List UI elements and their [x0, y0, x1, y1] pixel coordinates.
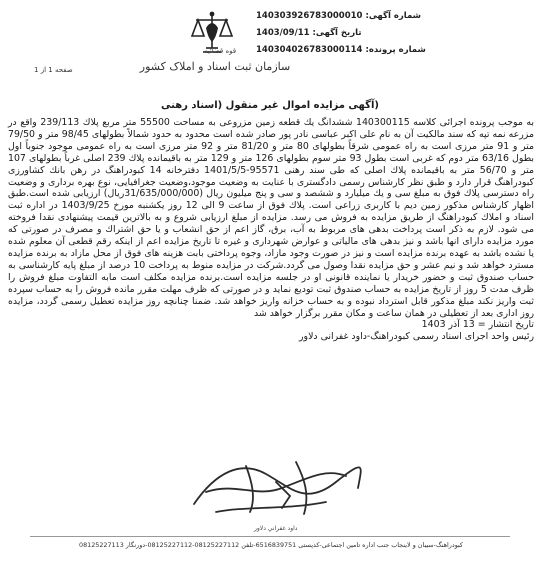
judiciary-emblem-icon — [186, 8, 238, 64]
footer-divider — [30, 536, 510, 537]
notice-paragraph: به موجب پرونده اجرائی کلاسه 140300115 ششدانگ یك قطعه زمین مزروعی به مساحت 55500 متر مربع پلاك 239/113 واقع در مزرعه نمه تپه که سند مالکیت آن به نام علی اکبر عباسی نادر پور صادر شده است محدود به حدود شمالاً بطولهای 98/45 متر و 79/50 متر و 91 متر مرزی است به راه عمومی شرقاً بطولهای 80 متر و 81/20 متر و 92 متر مرزی است به راه عمومی موجود جنوباً اول بطول 63/16 متر دوم که غربی است بطول 93 متر سوم بطولهای 126 متر و 129 متر به باقیمانده پلاك 239 اصلی غرباً بطولهای 107 متر و 56/70 متر به باقیمانده پلاك اصلی که طی سند رهنی 95571-1401/5/5 دفترخانه 14 کبودراهنگ در رهن بانك کشاورزی کبودراهنگ قرار دارد و طبق نظر کارشناس رسمی دادگستری با عنایت به وضعیت موجود،وضعیت جغرافیایی، نوع بهره برداری و وضعیت راه دسترسی پلاك فوق به مبلغ سی و یك میلیارد و ششصد و سی و پنج میلیون ریال (31/635/000/000ریال) ارزیابی شده است.طبق اظهار کارشناس مذکور زمین دیم با کاربری زراعی است. پلاك فوق از ساعت 9 الی 12 روز یکشنبه مورخ 1403/9/25 در اداره ثبت اسناد و املاك کبودراهنگ از طریق مزایده به فروش می رسد. مزایده از مبلغ ارزیابی شروع و به بالاترین قیمت پیشنهادی نقدا فروخته می شود. لازم به ذکر است پرداخت بدهی های مربوط به آب، برق، گاز اعم از حق انشعاب و یا حق اشتراك و مصرف در صورتی که مورد مزایده دارای انها باشد و نیز بدهی های مالیاتی و عوارض شهرداری و غیره تا تاریخ مزایده اعم از اینکه رقم قطعی آن معلوم شده یا نشده باشد به عهده برنده مزایده است و نیز در صورت وجود مازاد، وجوه پرداختی بابت هزینه های فوق از محل مازاد به برنده مزایده مسترد خواهد شد و نیم عشر و حق مزایده نقدا وصول می گردد.شرکت در مزایده منوط به پرداخت 10 درصد از مبلغ پایه کارشناسی به حساب صندوق ثبت و حضور خریدار یا نماینده قانونی او در جلسه مزایده است.برنده مزایده مکلف است مابه التفاوت مبلغ فروش را ظرف مدت 5 روز از تاریخ مزایده به حساب صندوق ثبت توديع نماید و در صورتی که ظرف مهلت مقرر مانده فروش را به حساب سپرده ثبت واریز نکند مبلغ مذکور قابل استرداد نبوده و به حساب خزانه واریز خواهد شد. ضمنا چنانچه روز مزایده تعطیل رسمی گردد، مزایده روز اداری بعد از تعطیلی در همان ساعت و مکان مقرر برگزار خواهد شد — [8, 117, 535, 319]
page-number: صفحه 1 از 1 — [34, 66, 73, 74]
organization-name: سازمان ثبت اسناد و املاک کشور — [139, 60, 291, 73]
signatory-line: رئیس واحد اجرای اسناد رسمی کبودراهنگ-داود غفرانی دلاور — [299, 331, 534, 343]
meta-value: 140303926783000010 — [256, 11, 363, 21]
signature-stamp-icon — [186, 452, 368, 522]
meta-row — [256, 42, 476, 59]
meta-value: 140304026783000114 — [256, 45, 363, 55]
meta-label: شماره پرونده: — [365, 45, 426, 55]
meta-label: تاریخ آگهی: — [312, 28, 362, 38]
meta-label: شماره آگهی: — [365, 11, 422, 21]
meta-row — [256, 25, 476, 42]
meta-value: 1403/09/11 — [256, 28, 310, 38]
notice-body — [8, 117, 534, 343]
footer-address: کبودراهنگ-سیبان و لاینجاب جنب اداره تامین اجتماعی-کدپستی 6516839751-تلفن 08125227112-08125227112-دورنگار 08125227113 — [79, 541, 463, 549]
notice-meta — [256, 8, 476, 59]
judiciary-label: قوه قضائیه — [203, 47, 237, 55]
notice-title: (آگهی مزایده اموال غیر منقول (اسناد رهنی — [161, 100, 379, 111]
signer-name: داود غفراني دلاور — [254, 525, 298, 532]
meta-row — [256, 8, 476, 25]
publish-date: تاریخ انتشار = 13 آذر 1403 — [421, 319, 534, 331]
